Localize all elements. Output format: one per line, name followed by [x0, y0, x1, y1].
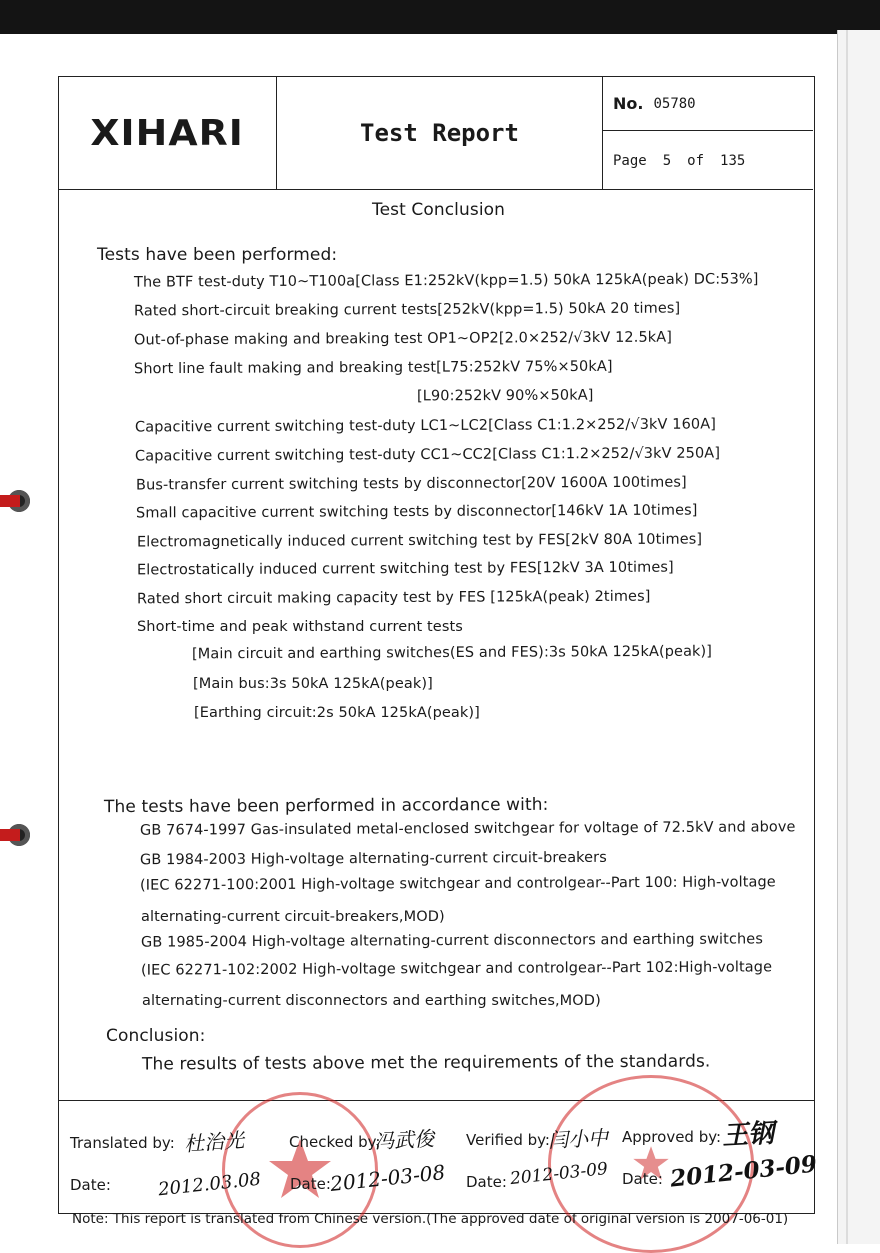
test-item: Capacitive current switching test-duty LC1~LC2[Class C1:1.2×252/√3kV 160A] — [134, 416, 717, 436]
test-item: [Main circuit and earthing switches(ES and FES):3s 50kA 125kA(peak)] — [191, 643, 713, 663]
standard-item: GB 1985-2004 High-voltage alternating-current disconnectors and earthing switches — [140, 931, 764, 951]
translation-note: Note: This report is translated from Chinese version.(The approved date of original version is 2007-06-01) — [72, 1211, 789, 1227]
test-item: Small capacitive current switching tests by disconnector[146kV 1A 10times] — [135, 502, 698, 522]
standard-item: alternating-current disconnectors and earthing switches,MOD) — [142, 993, 601, 1009]
logo-cell — [59, 77, 277, 189]
report-number-label: No. — [613, 94, 644, 113]
translator-date: 2012.03.08 — [157, 1168, 262, 1201]
test-item: Rated short circuit making capacity test by FES [125kA(peak) 2times] — [136, 588, 651, 608]
test-item: Electrostatically induced current switching test by FES[12kV 3A 10times] — [136, 559, 674, 579]
standard-item: GB 7674-1997 Gas-insulated metal-enclosed switchgear for voltage of 72.5kV and above — [139, 819, 796, 839]
test-item: Out-of-phase making and breaking test OP1~OP2[2.0×252/√3kV 12.5kA] — [133, 329, 673, 349]
test-item: Electromagnetically induced current switching test by FES[2kV 80A 10times] — [136, 531, 703, 551]
test-item: Rated short-circuit breaking current tests[252kV(kpp=1.5) 50kA 20 times] — [133, 300, 681, 320]
date-label: Date: — [622, 1170, 663, 1188]
checker-date: 2012-03-08 — [329, 1160, 447, 1196]
company-logo: XIHARI — [90, 112, 245, 154]
page-total: 135 — [720, 152, 746, 169]
scanner-top-border — [0, 0, 880, 34]
binder-clip-bottom — [0, 829, 20, 841]
test-item: Short-time and peak withstand current tests — [137, 619, 463, 635]
verifier-signature: 闫小中 — [547, 1125, 609, 1153]
standard-item: GB 1984-2003 High-voltage alternating-current circuit-breakers — [139, 849, 607, 869]
standard-item: (IEC 62271-100:2001 High-voltage switchgear and controlgear--Part 100: High-voltage — [139, 874, 776, 894]
test-item: The BTF test-duty T10~T100a[Class E1:252kV(kpp=1.5) 50kA 125kA(peak) DC:53%] — [133, 271, 759, 291]
page-label: Page — [613, 152, 647, 169]
page-of-label: of — [687, 152, 705, 169]
date-label: Date: — [70, 1176, 111, 1194]
standard-item: (IEC 62271-102:2002 High-voltage switchgear and controlgear--Part 102:High-voltage — [140, 959, 773, 979]
report-number-value: 05780 — [653, 95, 696, 112]
test-item: Short line fault making and breaking test[L75:252kV 75%×50kA] — [133, 358, 613, 378]
test-item: [Earthing circuit:2s 50kA 125kA(peak)] — [194, 705, 480, 721]
report-number-cell — [603, 77, 813, 131]
test-item: Capacitive current switching test-duty CC1~CC2[Class C1:1.2×252/√3kV 250A] — [134, 445, 721, 465]
conclusion-heading: Conclusion: — [106, 1026, 206, 1046]
translated-by-label: Translated by: — [70, 1134, 175, 1152]
test-item: [L90:252kV 90%×50kA] — [416, 387, 594, 405]
date-label: Date: — [466, 1173, 507, 1191]
conclusion-title: Test Conclusion — [372, 200, 506, 220]
test-item: Bus-transfer current switching tests by disconnector[20V 1600A 100times] — [135, 474, 687, 494]
translator-signature: 杜治光 — [183, 1127, 245, 1157]
checker-signature: 冯武俊 — [373, 1126, 435, 1154]
approver-date: 2012-03-09 — [668, 1150, 819, 1193]
test-item: [Main bus:3s 50kA 125kA(peak)] — [193, 676, 433, 692]
page-number-cell — [603, 132, 813, 189]
date-label: Date: — [290, 1175, 331, 1193]
title-cell — [277, 77, 603, 189]
report-header — [59, 77, 813, 190]
accordance-heading: The tests have been performed in accordance with: — [103, 794, 549, 818]
approver-signature: 王钢 — [721, 1118, 775, 1152]
conclusion-text: The results of tests above met the requirements of the standards. — [141, 1051, 711, 1075]
page-number: 5 — [662, 152, 672, 169]
standard-item: alternating-current circuit-breakers,MOD) — [141, 909, 445, 925]
approved-by-label: Approved by: — [622, 1128, 722, 1146]
binder-clip-top — [0, 495, 20, 507]
paper-stack-edge — [837, 30, 880, 1244]
report-title: Test Report — [360, 119, 519, 147]
verified-by-label: Verified by: — [466, 1131, 550, 1149]
performed-heading: Tests have been performed: — [97, 245, 338, 265]
verifier-date: 2012-03-09 — [509, 1158, 609, 1190]
checked-by-label: Checked by: — [289, 1133, 381, 1151]
